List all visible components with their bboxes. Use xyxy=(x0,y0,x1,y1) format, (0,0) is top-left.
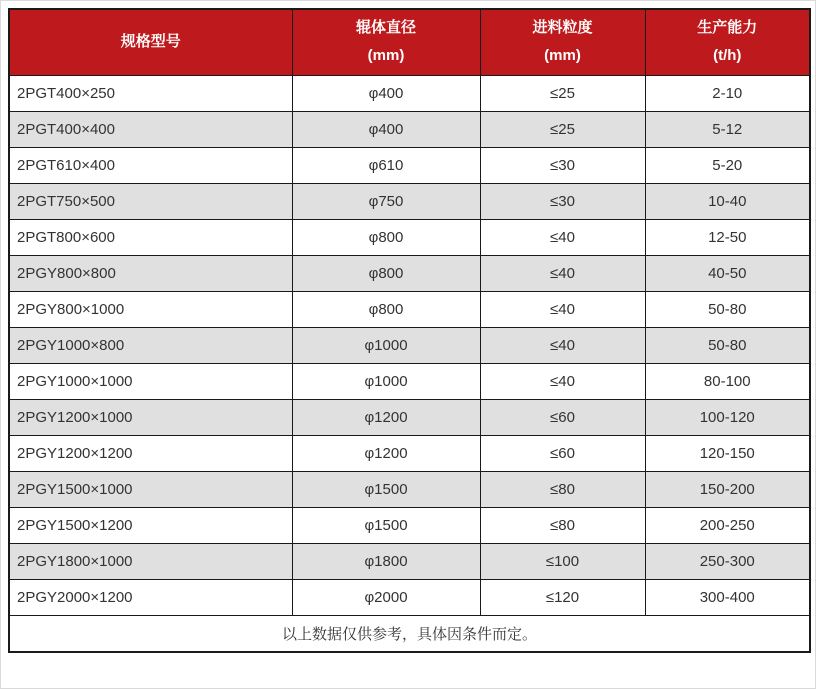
cell-feed: ≤25 xyxy=(480,75,645,111)
cell-feed: ≤100 xyxy=(480,543,645,579)
col-header-model xyxy=(9,9,292,75)
cell-diameter: φ1800 xyxy=(292,543,480,579)
table-row xyxy=(9,183,810,219)
cell-feed: ≤60 xyxy=(480,435,645,471)
table-row xyxy=(9,291,810,327)
cell-diameter: φ750 xyxy=(292,183,480,219)
cell-model: 2PGY1000×1000 xyxy=(9,363,292,399)
col-header-diameter-unit: (mm) xyxy=(367,47,405,65)
col-header-feed-label: 进料粒度 xyxy=(532,19,593,37)
cell-feed: ≤40 xyxy=(480,363,645,399)
cell-model: 2PGY2000×1200 xyxy=(9,579,292,615)
table-row xyxy=(9,507,810,543)
cell-feed: ≤30 xyxy=(480,147,645,183)
cell-capacity: 2-10 xyxy=(645,75,810,111)
col-header-diameter xyxy=(292,9,480,75)
cell-diameter: φ800 xyxy=(292,291,480,327)
table-row xyxy=(9,543,810,579)
cell-capacity: 5-20 xyxy=(645,147,810,183)
table-row xyxy=(9,363,810,399)
cell-model: 2PGY1500×1200 xyxy=(9,507,292,543)
cell-diameter: φ1500 xyxy=(292,471,480,507)
col-header-capacity-label: 生产能力 xyxy=(697,19,758,37)
col-header-capacity xyxy=(645,9,810,75)
cell-diameter: φ800 xyxy=(292,255,480,291)
cell-feed: ≤30 xyxy=(480,183,645,219)
cell-capacity: 100-120 xyxy=(645,399,810,435)
cell-feed: ≤80 xyxy=(480,507,645,543)
table-row xyxy=(9,399,810,435)
cell-capacity: 12-50 xyxy=(645,219,810,255)
table-row xyxy=(9,471,810,507)
cell-model: 2PGY1000×800 xyxy=(9,327,292,363)
cell-model: 2PGT750×500 xyxy=(9,183,292,219)
col-header-diameter-label: 辊体直径 xyxy=(355,19,416,37)
col-header-feed-unit: (mm) xyxy=(544,47,581,65)
cell-capacity: 120-150 xyxy=(645,435,810,471)
cell-diameter: φ800 xyxy=(292,219,480,255)
cell-capacity: 10-40 xyxy=(645,183,810,219)
cell-diameter: φ1000 xyxy=(292,327,480,363)
col-header-feed xyxy=(480,9,645,75)
cell-feed: ≤40 xyxy=(480,255,645,291)
col-header-model-label: 规格型号 xyxy=(120,33,181,51)
cell-model: 2PGT800×600 xyxy=(9,219,292,255)
cell-diameter: φ400 xyxy=(292,75,480,111)
cell-feed: ≤40 xyxy=(480,219,645,255)
col-header-capacity-unit: (t/h) xyxy=(713,47,742,65)
table-row xyxy=(9,75,810,111)
cell-diameter: φ2000 xyxy=(292,579,480,615)
cell-model: 2PGY800×1000 xyxy=(9,291,292,327)
cell-capacity: 80-100 xyxy=(645,363,810,399)
cell-model: 2PGY1500×1000 xyxy=(9,471,292,507)
cell-model: 2PGT400×400 xyxy=(9,111,292,147)
cell-model: 2PGY800×800 xyxy=(9,255,292,291)
cell-diameter: φ1200 xyxy=(292,435,480,471)
table-row xyxy=(9,111,810,147)
cell-model: 2PGT400×250 xyxy=(9,75,292,111)
cell-feed: ≤25 xyxy=(480,111,645,147)
cell-diameter: φ400 xyxy=(292,111,480,147)
cell-model: 2PGT610×400 xyxy=(9,147,292,183)
cell-feed: ≤120 xyxy=(480,579,645,615)
cell-feed: ≤40 xyxy=(480,291,645,327)
cell-feed: ≤40 xyxy=(480,327,645,363)
cell-capacity: 40-50 xyxy=(645,255,810,291)
cell-model: 2PGY1800×1000 xyxy=(9,543,292,579)
table-row xyxy=(9,219,810,255)
cell-capacity: 5-12 xyxy=(645,111,810,147)
table-row xyxy=(9,435,810,471)
cell-diameter: φ1000 xyxy=(292,363,480,399)
cell-model: 2PGY1200×1000 xyxy=(9,399,292,435)
cell-diameter: φ1200 xyxy=(292,399,480,435)
footnote-row xyxy=(9,615,810,652)
cell-capacity: 50-80 xyxy=(645,327,810,363)
table-row xyxy=(9,147,810,183)
cell-diameter: φ1500 xyxy=(292,507,480,543)
spec-table xyxy=(8,8,811,653)
cell-capacity: 200-250 xyxy=(645,507,810,543)
table-row xyxy=(9,579,810,615)
cell-feed: ≤80 xyxy=(480,471,645,507)
cell-capacity: 150-200 xyxy=(645,471,810,507)
cell-diameter: φ610 xyxy=(292,147,480,183)
cell-capacity: 50-80 xyxy=(645,291,810,327)
header-row xyxy=(9,9,810,75)
table-footnote: 以上数据仅供参考，具体因条件而定。 xyxy=(9,615,810,652)
table-row xyxy=(9,327,810,363)
cell-capacity: 300-400 xyxy=(645,579,810,615)
cell-feed: ≤60 xyxy=(480,399,645,435)
table-row xyxy=(9,255,810,291)
cell-model: 2PGY1200×1200 xyxy=(9,435,292,471)
cell-capacity: 250-300 xyxy=(645,543,810,579)
